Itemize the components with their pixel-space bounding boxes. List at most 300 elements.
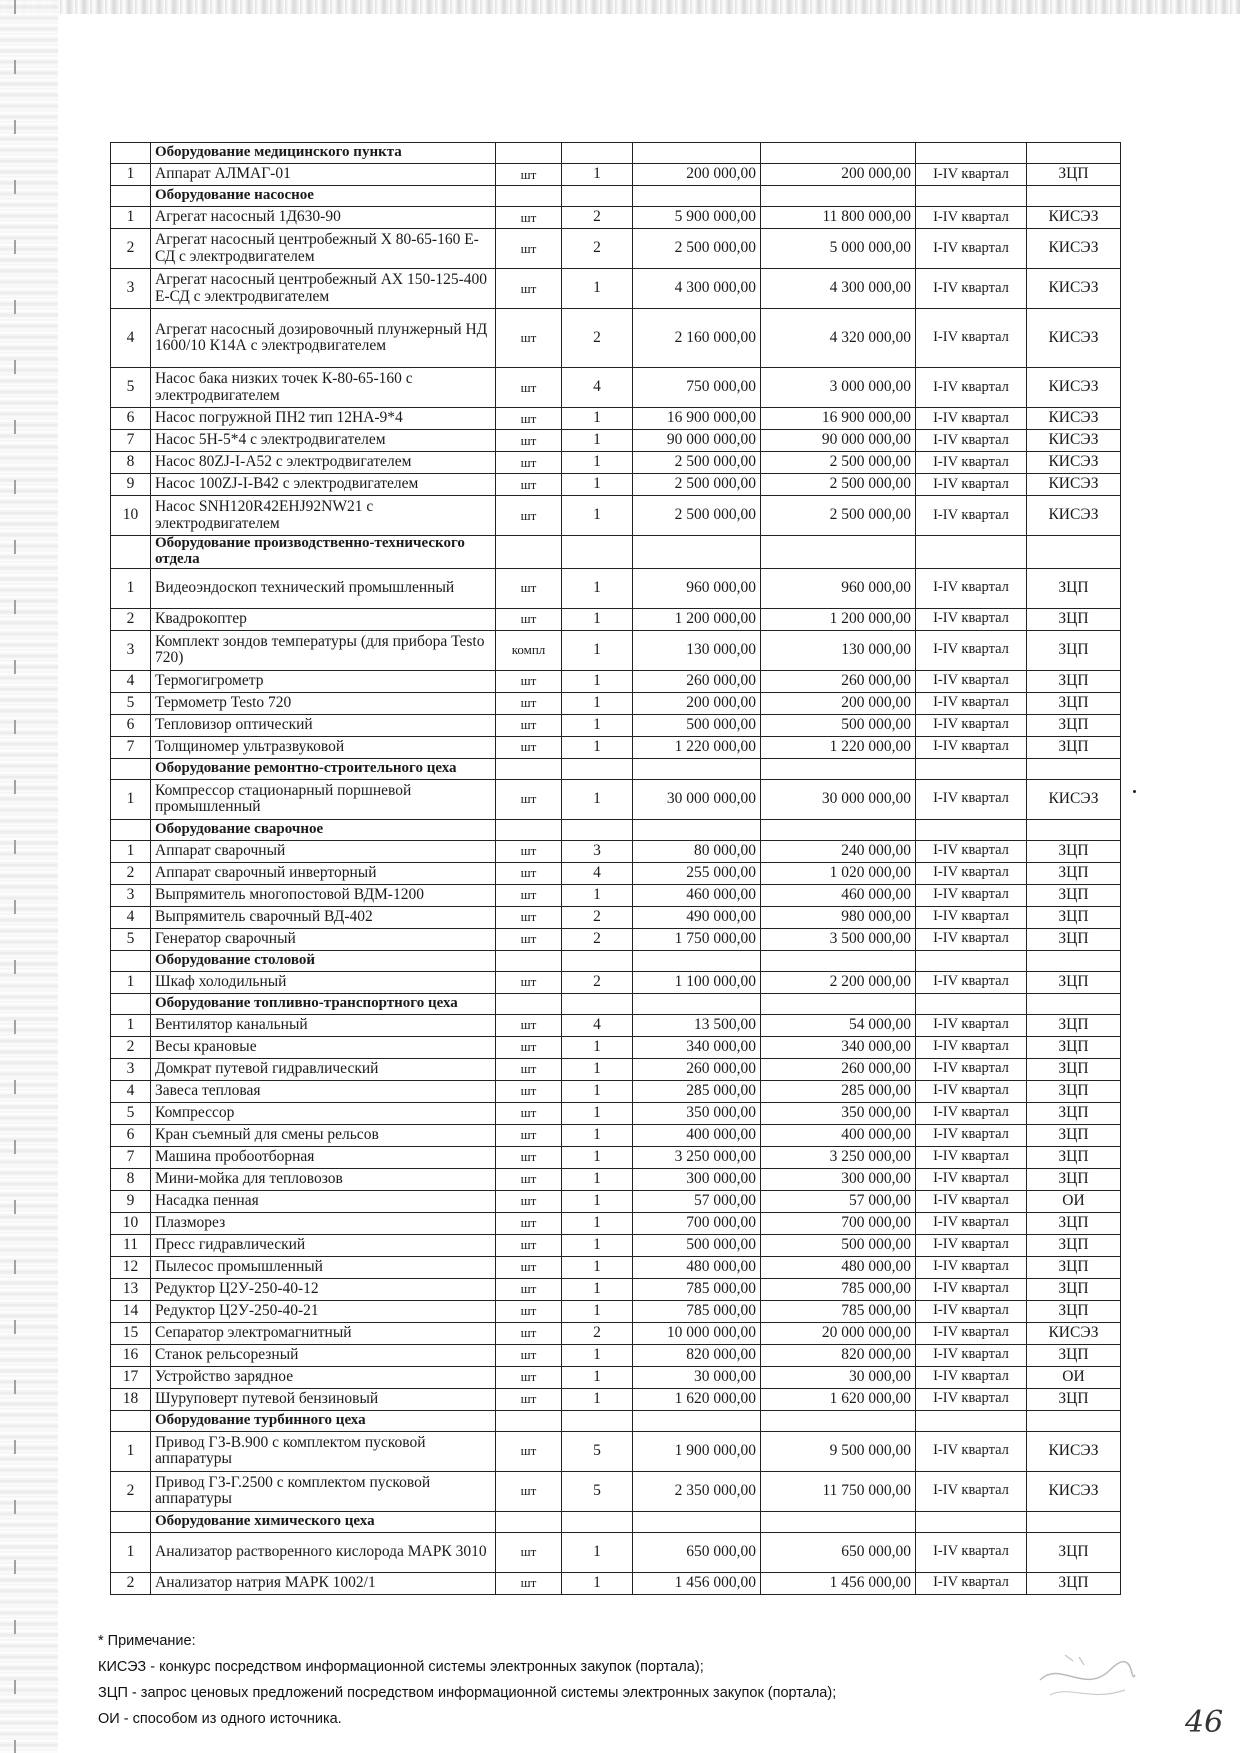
unit-price: 1 100 000,00 xyxy=(633,971,761,993)
total-amount: 350 000,00 xyxy=(761,1102,916,1124)
row-number: 2 xyxy=(111,1471,151,1511)
table-row xyxy=(111,1190,1121,1212)
section-empty-cell xyxy=(633,1410,761,1431)
delivery-period: I-IV квартал xyxy=(916,1322,1027,1344)
item-name: Анализатор натрия МАРК 1002/1 xyxy=(151,1572,496,1594)
total-amount: 30 000 000,00 xyxy=(761,779,916,819)
section-empty-cell xyxy=(633,143,761,164)
section-title: Оборудование медицинского пункта xyxy=(151,143,496,164)
section-number-cell xyxy=(111,186,151,207)
section-title: Оборудование насосное xyxy=(151,186,496,207)
procurement-method: ЗЦП xyxy=(1027,1234,1121,1256)
total-amount: 3 500 000,00 xyxy=(761,928,916,950)
procurement-method: КИСЭЗ xyxy=(1027,1322,1121,1344)
section-empty-cell xyxy=(633,186,761,207)
quantity: 1 xyxy=(562,1102,633,1124)
unit-of-measure: шт xyxy=(496,496,562,536)
unit-of-measure: шт xyxy=(496,1532,562,1572)
unit-price: 2 500 000,00 xyxy=(633,474,761,496)
total-amount: 500 000,00 xyxy=(761,714,916,736)
row-number: 6 xyxy=(111,714,151,736)
unit-price: 960 000,00 xyxy=(633,568,761,608)
section-empty-cell xyxy=(633,819,761,840)
table-row xyxy=(111,1572,1121,1594)
item-name: Насос SNH120R42EHJ92NW21 с электродвигателем xyxy=(151,496,496,536)
quantity: 1 xyxy=(562,568,633,608)
item-name: Генератор сварочный xyxy=(151,928,496,950)
row-number: 2 xyxy=(111,608,151,630)
row-number: 10 xyxy=(111,1212,151,1234)
procurement-method: ЗЦП xyxy=(1027,1278,1121,1300)
quantity: 1 xyxy=(562,164,633,186)
total-amount: 960 000,00 xyxy=(761,568,916,608)
unit-price: 340 000,00 xyxy=(633,1036,761,1058)
section-empty-cell xyxy=(496,143,562,164)
procurement-method: ЗЦП xyxy=(1027,1102,1121,1124)
quantity: 1 xyxy=(562,1300,633,1322)
procurement-method: ЗЦП xyxy=(1027,1388,1121,1410)
procurement-method: КИСЭЗ xyxy=(1027,452,1121,474)
section-empty-cell xyxy=(496,819,562,840)
section-empty-cell xyxy=(633,536,761,569)
total-amount: 700 000,00 xyxy=(761,1212,916,1234)
total-amount: 57 000,00 xyxy=(761,1190,916,1212)
delivery-period: I-IV квартал xyxy=(916,862,1027,884)
quantity: 5 xyxy=(562,1431,633,1471)
section-number-cell xyxy=(111,819,151,840)
total-amount: 820 000,00 xyxy=(761,1344,916,1366)
procurement-method: ЗЦП xyxy=(1027,971,1121,993)
procurement-method: ЗЦП xyxy=(1027,1532,1121,1572)
table-row xyxy=(111,1058,1121,1080)
unit-of-measure: шт xyxy=(496,1102,562,1124)
row-number: 2 xyxy=(111,1572,151,1594)
unit-price: 260 000,00 xyxy=(633,670,761,692)
section-empty-cell xyxy=(633,1511,761,1532)
table-row xyxy=(111,474,1121,496)
row-number: 2 xyxy=(111,1036,151,1058)
procurement-method: ЗЦП xyxy=(1027,1058,1121,1080)
unit-price: 260 000,00 xyxy=(633,1058,761,1080)
delivery-period: I-IV квартал xyxy=(916,1080,1027,1102)
delivery-period: I-IV квартал xyxy=(916,1532,1027,1572)
unit-of-measure: шт xyxy=(496,1234,562,1256)
item-name: Сепаратор электромагнитный xyxy=(151,1322,496,1344)
section-header-row xyxy=(111,143,1121,164)
delivery-period: I-IV квартал xyxy=(916,608,1027,630)
table-row xyxy=(111,1344,1121,1366)
table-row xyxy=(111,971,1121,993)
unit-price: 500 000,00 xyxy=(633,1234,761,1256)
section-empty-cell xyxy=(562,950,633,971)
procurement-table-body xyxy=(111,143,1121,1595)
unit-price: 300 000,00 xyxy=(633,1168,761,1190)
row-number: 6 xyxy=(111,408,151,430)
procurement-method: ЗЦП xyxy=(1027,1146,1121,1168)
section-empty-cell xyxy=(496,758,562,779)
table-row xyxy=(111,229,1121,269)
procurement-method: ЗЦП xyxy=(1027,1080,1121,1102)
delivery-period: I-IV квартал xyxy=(916,670,1027,692)
table-row xyxy=(111,1102,1121,1124)
unit-of-measure: шт xyxy=(496,971,562,993)
delivery-period: I-IV квартал xyxy=(916,736,1027,758)
delivery-period: I-IV квартал xyxy=(916,430,1027,452)
table-row xyxy=(111,496,1121,536)
item-name: Насос 80ZJ-I-A52 с электродвигателем xyxy=(151,452,496,474)
procurement-method: ЗЦП xyxy=(1027,1124,1121,1146)
quantity: 2 xyxy=(562,906,633,928)
unit-price: 130 000,00 xyxy=(633,630,761,670)
section-empty-cell xyxy=(761,758,916,779)
table-row xyxy=(111,269,1121,309)
procurement-method: ЗЦП xyxy=(1027,1168,1121,1190)
table-row xyxy=(111,928,1121,950)
section-empty-cell xyxy=(633,758,761,779)
row-number: 8 xyxy=(111,452,151,474)
quantity: 1 xyxy=(562,1234,633,1256)
total-amount: 130 000,00 xyxy=(761,630,916,670)
unit-price: 5 900 000,00 xyxy=(633,207,761,229)
table-row xyxy=(111,430,1121,452)
section-empty-cell xyxy=(496,993,562,1014)
item-name: Пылесос промышленный xyxy=(151,1256,496,1278)
section-empty-cell xyxy=(761,950,916,971)
section-title: Оборудование производственно-технического отдела xyxy=(151,536,496,569)
unit-of-measure: шт xyxy=(496,714,562,736)
row-number: 11 xyxy=(111,1234,151,1256)
unit-price: 1 750 000,00 xyxy=(633,928,761,950)
unit-of-measure: шт xyxy=(496,430,562,452)
item-name: Выпрямитель многопостовой ВДМ-1200 xyxy=(151,884,496,906)
delivery-period: I-IV квартал xyxy=(916,207,1027,229)
margin-mark xyxy=(1133,790,1136,793)
row-number: 1 xyxy=(111,779,151,819)
section-title: Оборудование столовой xyxy=(151,950,496,971)
section-header-row xyxy=(111,186,1121,207)
section-empty-cell xyxy=(1027,993,1121,1014)
table-row xyxy=(111,1212,1121,1234)
total-amount: 2 500 000,00 xyxy=(761,496,916,536)
item-name: Компрессор стационарный поршневой промышленный xyxy=(151,779,496,819)
unit-price: 500 000,00 xyxy=(633,714,761,736)
section-empty-cell xyxy=(916,186,1027,207)
item-name: Устройство зарядное xyxy=(151,1366,496,1388)
total-amount: 1 620 000,00 xyxy=(761,1388,916,1410)
total-amount: 285 000,00 xyxy=(761,1080,916,1102)
delivery-period: I-IV квартал xyxy=(916,630,1027,670)
unit-price: 700 000,00 xyxy=(633,1212,761,1234)
row-number: 9 xyxy=(111,474,151,496)
quantity: 1 xyxy=(562,1146,633,1168)
quantity: 1 xyxy=(562,884,633,906)
section-number-cell xyxy=(111,1410,151,1431)
delivery-period: I-IV квартал xyxy=(916,884,1027,906)
unit-of-measure: шт xyxy=(496,1080,562,1102)
table-row xyxy=(111,408,1121,430)
delivery-period: I-IV квартал xyxy=(916,906,1027,928)
unit-of-measure: шт xyxy=(496,1124,562,1146)
item-name: Плазморез xyxy=(151,1212,496,1234)
item-name: Кран съемный для смены рельсов xyxy=(151,1124,496,1146)
table-row xyxy=(111,840,1121,862)
row-number: 5 xyxy=(111,1102,151,1124)
section-empty-cell xyxy=(916,1511,1027,1532)
section-empty-cell xyxy=(562,758,633,779)
section-empty-cell xyxy=(1027,536,1121,569)
unit-of-measure: шт xyxy=(496,1058,562,1080)
row-number: 1 xyxy=(111,1014,151,1036)
footnotes xyxy=(98,1628,978,1732)
delivery-period: I-IV квартал xyxy=(916,1300,1027,1322)
total-amount: 4 320 000,00 xyxy=(761,309,916,368)
quantity: 1 xyxy=(562,1256,633,1278)
unit-of-measure: шт xyxy=(496,1322,562,1344)
row-number: 4 xyxy=(111,906,151,928)
row-number: 10 xyxy=(111,496,151,536)
unit-price: 255 000,00 xyxy=(633,862,761,884)
procurement-method: ЗЦП xyxy=(1027,164,1121,186)
table-row xyxy=(111,568,1121,608)
table-row xyxy=(111,608,1121,630)
quantity: 1 xyxy=(562,1058,633,1080)
unit-of-measure: шт xyxy=(496,1168,562,1190)
unit-price: 460 000,00 xyxy=(633,884,761,906)
section-empty-cell xyxy=(916,1410,1027,1431)
section-header-row xyxy=(111,950,1121,971)
section-empty-cell xyxy=(562,819,633,840)
unit-of-measure: шт xyxy=(496,884,562,906)
total-amount: 500 000,00 xyxy=(761,1234,916,1256)
item-name: Агрегат насосный дозировочный плунжерный НД 1600/10 К14А с электродвигателем xyxy=(151,309,496,368)
delivery-period: I-IV квартал xyxy=(916,1058,1027,1080)
section-header-row xyxy=(111,993,1121,1014)
unit-of-measure: шт xyxy=(496,368,562,408)
row-number: 3 xyxy=(111,884,151,906)
unit-of-measure: шт xyxy=(496,1212,562,1234)
unit-of-measure: компл xyxy=(496,630,562,670)
table-row xyxy=(111,1388,1121,1410)
unit-price: 785 000,00 xyxy=(633,1278,761,1300)
item-name: Аппарат АЛМАГ-01 xyxy=(151,164,496,186)
delivery-period: I-IV квартал xyxy=(916,1572,1027,1594)
section-empty-cell xyxy=(761,819,916,840)
section-number-cell xyxy=(111,536,151,569)
unit-of-measure: шт xyxy=(496,1344,562,1366)
quantity: 1 xyxy=(562,452,633,474)
procurement-method: ОИ xyxy=(1027,1190,1121,1212)
item-name: Агрегат насосный центробежный Х 80-65-160 Е-СД с электродвигателем xyxy=(151,229,496,269)
procurement-method: КИСЭЗ xyxy=(1027,408,1121,430)
quantity: 2 xyxy=(562,309,633,368)
item-name: Комплект зондов температуры (для прибора Testo 720) xyxy=(151,630,496,670)
unit-price: 2 500 000,00 xyxy=(633,229,761,269)
procurement-method: КИСЭЗ xyxy=(1027,779,1121,819)
table-row xyxy=(111,1300,1121,1322)
procurement-method: ЗЦП xyxy=(1027,862,1121,884)
table-row xyxy=(111,714,1121,736)
item-name: Машина пробоотборная xyxy=(151,1146,496,1168)
unit-price: 750 000,00 xyxy=(633,368,761,408)
delivery-period: I-IV квартал xyxy=(916,692,1027,714)
unit-price: 490 000,00 xyxy=(633,906,761,928)
quantity: 1 xyxy=(562,1532,633,1572)
item-name: Толщиномер ультразвуковой xyxy=(151,736,496,758)
total-amount: 3 000 000,00 xyxy=(761,368,916,408)
table-row xyxy=(111,1124,1121,1146)
total-amount: 2 500 000,00 xyxy=(761,474,916,496)
section-number-cell xyxy=(111,993,151,1014)
scan-top-edge xyxy=(0,0,1240,14)
row-number: 14 xyxy=(111,1300,151,1322)
table-row xyxy=(111,309,1121,368)
unit-of-measure: шт xyxy=(496,670,562,692)
procurement-method: ЗЦП xyxy=(1027,1256,1121,1278)
procurement-method: ЗЦП xyxy=(1027,1212,1121,1234)
section-title: Оборудование сварочное xyxy=(151,819,496,840)
section-header-row xyxy=(111,536,1121,569)
delivery-period: I-IV квартал xyxy=(916,1190,1027,1212)
total-amount: 480 000,00 xyxy=(761,1256,916,1278)
procurement-method: ЗЦП xyxy=(1027,630,1121,670)
unit-price: 1 456 000,00 xyxy=(633,1572,761,1594)
unit-price: 4 300 000,00 xyxy=(633,269,761,309)
item-name: Домкрат путевой гидравлический xyxy=(151,1058,496,1080)
unit-of-measure: шт xyxy=(496,736,562,758)
table-row xyxy=(111,1146,1121,1168)
procurement-method: КИСЭЗ xyxy=(1027,1471,1121,1511)
procurement-method: ЗЦП xyxy=(1027,736,1121,758)
procurement-method: ОИ xyxy=(1027,1366,1121,1388)
section-empty-cell xyxy=(761,186,916,207)
procurement-method: ЗЦП xyxy=(1027,670,1121,692)
total-amount: 1 456 000,00 xyxy=(761,1572,916,1594)
unit-price: 57 000,00 xyxy=(633,1190,761,1212)
quantity: 1 xyxy=(562,779,633,819)
total-amount: 11 800 000,00 xyxy=(761,207,916,229)
row-number: 7 xyxy=(111,430,151,452)
delivery-period: I-IV квартал xyxy=(916,229,1027,269)
quantity: 1 xyxy=(562,1388,633,1410)
quantity: 2 xyxy=(562,928,633,950)
total-amount: 1 200 000,00 xyxy=(761,608,916,630)
section-empty-cell xyxy=(496,1410,562,1431)
total-amount: 11 750 000,00 xyxy=(761,1471,916,1511)
table-row xyxy=(111,207,1121,229)
row-number: 3 xyxy=(111,630,151,670)
table-row xyxy=(111,452,1121,474)
row-number: 3 xyxy=(111,1058,151,1080)
total-amount: 1 220 000,00 xyxy=(761,736,916,758)
table-row xyxy=(111,1366,1121,1388)
section-empty-cell xyxy=(1027,819,1121,840)
quantity: 1 xyxy=(562,1190,633,1212)
total-amount: 785 000,00 xyxy=(761,1300,916,1322)
item-name: Привод ГЗ-В.900 с комплектом пусковой аппаратуры xyxy=(151,1431,496,1471)
delivery-period: I-IV квартал xyxy=(916,1471,1027,1511)
total-amount: 54 000,00 xyxy=(761,1014,916,1036)
table-row xyxy=(111,630,1121,670)
row-number: 12 xyxy=(111,1256,151,1278)
item-name: Видеоэндоскоп технический промышленный xyxy=(151,568,496,608)
delivery-period: I-IV квартал xyxy=(916,928,1027,950)
unit-of-measure: шт xyxy=(496,1014,562,1036)
total-amount: 16 900 000,00 xyxy=(761,408,916,430)
unit-price: 400 000,00 xyxy=(633,1124,761,1146)
delivery-period: I-IV квартал xyxy=(916,971,1027,993)
unit-of-measure: шт xyxy=(496,568,562,608)
unit-price: 2 350 000,00 xyxy=(633,1471,761,1511)
procurement-method: ЗЦП xyxy=(1027,1344,1121,1366)
row-number: 9 xyxy=(111,1190,151,1212)
delivery-period: I-IV квартал xyxy=(916,1168,1027,1190)
section-empty-cell xyxy=(496,950,562,971)
unit-of-measure: шт xyxy=(496,840,562,862)
quantity: 2 xyxy=(562,229,633,269)
delivery-period: I-IV квартал xyxy=(916,1102,1027,1124)
procurement-method: ЗЦП xyxy=(1027,1036,1121,1058)
quantity: 1 xyxy=(562,670,633,692)
quantity: 1 xyxy=(562,1168,633,1190)
total-amount: 980 000,00 xyxy=(761,906,916,928)
row-number: 1 xyxy=(111,1532,151,1572)
procurement-method: ЗЦП xyxy=(1027,608,1121,630)
procurement-method: КИСЭЗ xyxy=(1027,496,1121,536)
table-row xyxy=(111,1278,1121,1300)
section-number-cell xyxy=(111,143,151,164)
quantity: 3 xyxy=(562,840,633,862)
section-empty-cell xyxy=(761,1511,916,1532)
row-number: 13 xyxy=(111,1278,151,1300)
section-empty-cell xyxy=(916,536,1027,569)
quantity: 1 xyxy=(562,736,633,758)
footnote-heading: * Примечание: xyxy=(98,1633,196,1649)
total-amount: 9 500 000,00 xyxy=(761,1431,916,1471)
unit-price: 200 000,00 xyxy=(633,164,761,186)
item-name: Насос 5Н-5*4 с электродвигателем xyxy=(151,430,496,452)
row-number: 1 xyxy=(111,840,151,862)
delivery-period: I-IV квартал xyxy=(916,309,1027,368)
quantity: 1 xyxy=(562,714,633,736)
total-amount: 400 000,00 xyxy=(761,1124,916,1146)
section-number-cell xyxy=(111,950,151,971)
unit-price: 350 000,00 xyxy=(633,1102,761,1124)
section-header-row xyxy=(111,1410,1121,1431)
quantity: 2 xyxy=(562,207,633,229)
section-number-cell xyxy=(111,758,151,779)
unit-price: 2 500 000,00 xyxy=(633,452,761,474)
section-empty-cell xyxy=(1027,1410,1121,1431)
row-number: 3 xyxy=(111,269,151,309)
section-empty-cell xyxy=(761,993,916,1014)
procurement-method: КИСЭЗ xyxy=(1027,474,1121,496)
section-empty-cell xyxy=(496,1511,562,1532)
section-empty-cell xyxy=(916,993,1027,1014)
quantity: 1 xyxy=(562,692,633,714)
delivery-period: I-IV квартал xyxy=(916,1431,1027,1471)
total-amount: 240 000,00 xyxy=(761,840,916,862)
unit-price: 200 000,00 xyxy=(633,692,761,714)
unit-of-measure: шт xyxy=(496,1366,562,1388)
quantity: 1 xyxy=(562,608,633,630)
unit-of-measure: шт xyxy=(496,269,562,309)
quantity: 2 xyxy=(562,971,633,993)
table-row xyxy=(111,1036,1121,1058)
unit-price: 2 160 000,00 xyxy=(633,309,761,368)
procurement-method: ЗЦП xyxy=(1027,568,1121,608)
section-empty-cell xyxy=(633,993,761,1014)
footnote-oi: ОИ - способом из одного источника. xyxy=(98,1711,342,1727)
